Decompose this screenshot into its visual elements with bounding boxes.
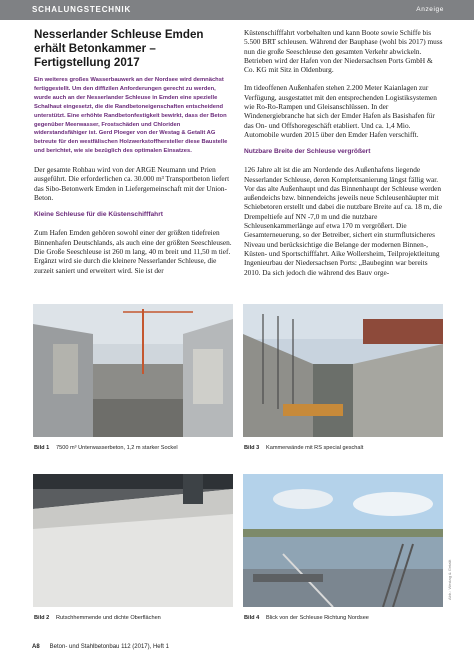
- body-paragraph: Der gesamte Rohbau wird von der ARGE Neumann und Prien ausgeführt. Die erforderlichen ca. 30.000 m³ Transportbeton liefert das Sibo-Betonwerk Emden in Liefergemeinschaft mit der Union-Beton.: [34, 165, 230, 203]
- photo-concrete-surface: [33, 474, 233, 607]
- body-paragraph: Küstenschifffahrt vorbehalten und kann Boote sowie Schiffe bis 5.500 BRT schleusen. Während der Bauphase (wohl bis 2017) muss nun die große Seeschleuse den gesamten Verkehr abwickeln. Betrieben wird der Hafen von der Niedersachsen Ports GmbH & Co. KG mit Sitz in Oldenburg.: [244, 28, 443, 75]
- body-paragraph: Im tideoffenen Außenhafen stehen 2.200 Meter Kaianlagen zur Verfügung, ausgestattet mit den entsprechenden Logistiksystemen wie Ro-Ro-Rampen und Gleisanschlüssen. In der Windenergiebranche hat sich der Emder Hafen als Basishafen für das On- und Offshoregeschäft etabliert. Und ca. 1,4 Mio. Automobile wurden 2015 über den Emder Hafen verschifft.: [244, 83, 437, 139]
- photo-view-north-sea: [243, 474, 443, 607]
- article-title: Nesserlander Schleuse Emden erhält Betonkammer – Fertigstellung 2017: [34, 28, 204, 69]
- figure-caption: Bild 3 Kammerwände mit RS special geschalt: [244, 445, 364, 451]
- body-paragraph: 126 Jahre alt ist die am Nordende des Außenhafens liegende Nesserlander Schleuse, deren Komplettsanierung längst fällig war. Vor das alte Außenhaupt und das Binnenhaupt der Schleuse werden außendeichs bzw. binnendeichs jeweils neue Schleusenhäupter mit Schiebetoren erstellt und dabei die nutzbare Breite auf ca. 18 m, die Drempeltiefe auf NN -7,0 m und die nutzbare Schleusenkammerlänge auf etwa 170 m vergrößert. Die Gesamterneuerung, so der Betreiber, sichert ein sturmflutsicheres Niveau und berücksichtige die Belange der modernen Binnen-, Küsten- und Sportschifffahrt. Aike Wollersheim, Teilprojektleitung Ingenieurbau der Niedersachsen Ports: „Baubeginn war bereits 2010. Da sich jedoch die während des Bauv orge-: [244, 165, 442, 277]
- page-footer: [32, 644, 169, 650]
- advertisement-label: Anzeige: [416, 6, 444, 13]
- subheading: Nutzbare Breite der Schleuse vergrößert: [244, 148, 371, 156]
- subheading: Kleine Schleuse für die Küstenschifffahrt: [34, 211, 163, 219]
- figure-caption: Bild 2 Rutschhemmende und dichte Oberflächen: [34, 615, 161, 621]
- photo-credit: Abb.: Westag & Getalit: [447, 559, 452, 600]
- right-column: [244, 28, 444, 286]
- section-header-bar: [0, 0, 474, 20]
- figure-caption: Bild 4 Blick von der Schleuse Richtung Nordsee: [244, 615, 369, 621]
- page-number: A8: [32, 644, 40, 650]
- photo-chamber-walls: [243, 304, 443, 437]
- journal-reference: Beton- und Stahlbetonbau 112 (2017), Heft 1: [49, 644, 169, 650]
- figure-caption: Bild 1 7500 m³ Unterwasserbeton, 1,2 m starker Sockel: [34, 445, 178, 451]
- photo-lock-chamber-crane: [33, 304, 233, 437]
- section-label: SCHALUNGSTECHNIK: [32, 5, 132, 14]
- article-lead: Ein weiteres großes Wasserbauwerk an der Nordsee wird demnächst fertiggestellt. Um den diffizilen Anforderungen gerecht zu werden, wurde auch an der Nesserlander Schleuse in Emden eine spezielle Schalhaut eingesetzt, die die Randbetoneigenschaften entscheidend unterstützt. Eine erhöhte Randbetonfestigkeit bewirkt, dass der Beton gegenüber Meerwasser, Frostschäden und Chloriden widerstandsfähiger ist. Gerd Ploeger von der Westag & Getalit AG betreute für den westfälischen Holzwerkstoffhersteller diese Baustelle und berichtet, wie sie bezüglich des optimalen Einsatzes.: [34, 77, 228, 155]
- body-paragraph: Zum Hafen Emden gehören sowohl einer der größten tidefreien Binnenhafen Deutschlands, als auch eine der größten Seeschleusen. Die Große Seeschleuse ist 260 m lang, 40 m breit und 11,50 m tief. Ergänzt wird sie durch die kleinere Nesserlander Schleuse, die zurzeit saniert und erweitert wird. Sie ist der: [34, 228, 232, 275]
- left-column: [34, 28, 234, 284]
